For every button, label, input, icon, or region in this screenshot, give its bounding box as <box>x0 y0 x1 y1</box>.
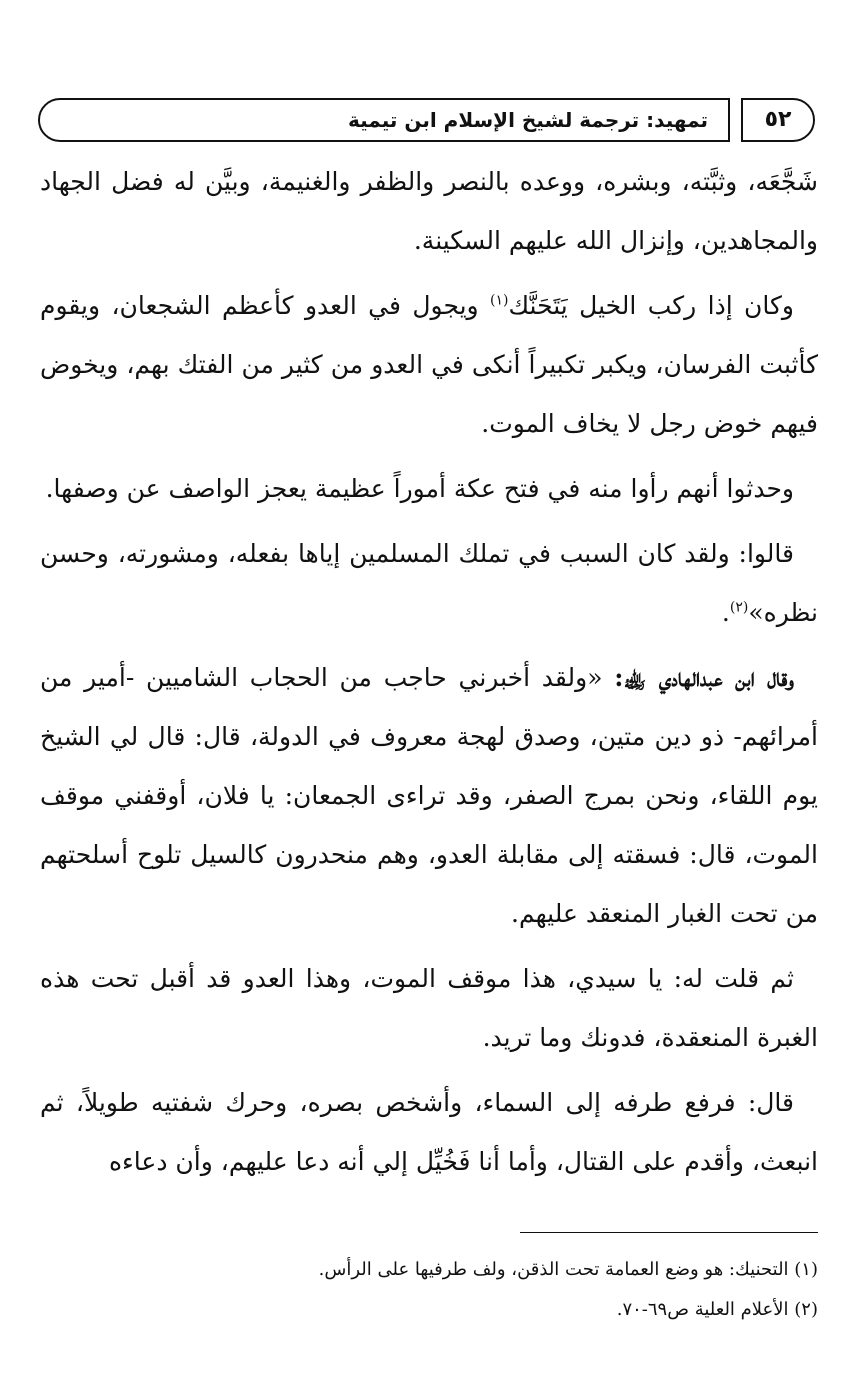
paragraph-1: شَجَّعَه، وثبَّته، وبشره، ووعده بالنصر والظفر والغنيمة، وبيَّن له فضل الجهاد والمجاهدين، وإنزال الله عليهم السكينة. <box>40 167 818 255</box>
footnote-ref-2[interactable]: (٢) <box>729 599 749 616</box>
running-title: تمهيد: ترجمة لشيخ الإسلام ابن تيمية <box>38 98 730 142</box>
footnote-2: (٢) الأعلام العلية ص٦٩-٧٠. <box>616 1299 818 1320</box>
page-header <box>38 98 815 148</box>
quote-attribution: وقال ابن عبدالهادي ﵀: <box>614 663 794 692</box>
paragraph-2-text-a: وكان إذا ركب الخيل يَتَحَنَّك <box>508 291 795 320</box>
paragraph-4-text-b: . <box>721 598 730 627</box>
paragraph-2 <box>40 276 818 453</box>
footnotes <box>40 1250 818 1330</box>
footnote-ref-1[interactable]: (١) <box>490 292 509 309</box>
paragraph-7: قال: فرفع طرفه إلى السماء، وأشخص بصره، وحرك شفتيه طويلاً، ثم انبعث، وأقدم على القتال، وأما أنا فَخُيِّل إلي أنه دعا عليهم، وأن دعاءه <box>40 1088 818 1176</box>
body-text <box>40 152 818 1191</box>
paragraph-4 <box>40 524 818 642</box>
footnote-1: (١) التحنيك: هو وضع العمامة تحت الذقن، ولف طرفيها على الرأس. <box>318 1259 818 1280</box>
paragraph-3: وحدثوا أنهم رأوا منه في فتح عكة أموراً عظيمة يعجز الواصف عن وصفها. <box>45 474 794 503</box>
footnote-separator <box>520 1232 818 1233</box>
paragraph-5 <box>40 648 818 943</box>
paragraph-5-text: «ولقد أخبرني حاجب من الحجاب الشاميين -أمير من أمرائهم- ذو دين متين، وصدق لهجة معروف في الدولة، قال: قال لي الشيخ يوم اللقاء، ونحن بمرج الصفر، وقد تراءى الجمعان: يا فلان، أوقفني موقف الموت، قال: فسقته إلى مقابلة العدو، وهم منحدرون كالسيل تلوح أسلحتهم من تحت الغبار المنعقد عليهم. <box>40 663 818 928</box>
paragraph-6: ثم قلت له: يا سيدي، هذا موقف الموت، وهذا العدو قد أقبل تحت هذه الغبرة المنعقدة، فدونك وما تريد. <box>40 964 818 1052</box>
paragraph-2-text-b: ويجول في العدو كأعظم الشجعان، ويقوم كأثبت الفرسان، ويكبر تكبيراً أنكى في العدو من كثير من الفتك بهم، ويخوض فيهم خوض رجل لا يخاف الموت. <box>40 291 818 438</box>
paragraph-4-text-a: قالوا: ولقد كان السبب في تملك المسلمين إياها بفعله، ومشورته، وحسن نظره» <box>40 539 818 627</box>
page-number: ٥٢ <box>741 98 815 142</box>
